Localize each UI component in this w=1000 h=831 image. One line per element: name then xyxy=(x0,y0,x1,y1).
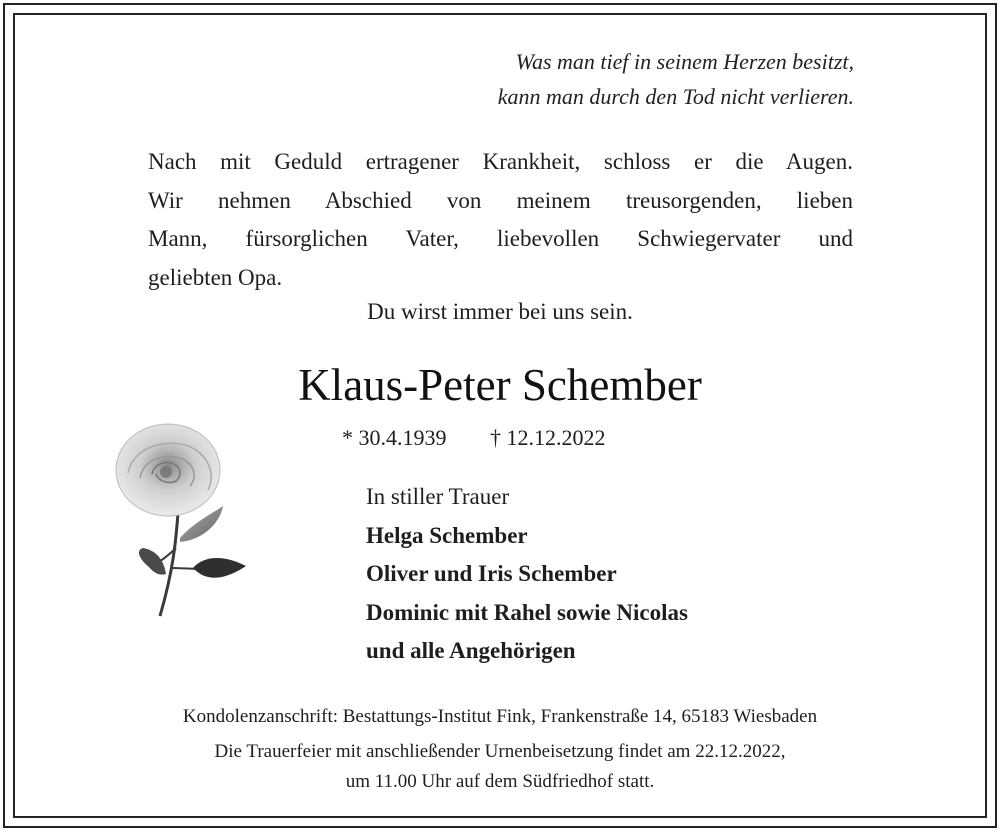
motto-line-2: kann man durch den Tod nicht verlieren. xyxy=(497,84,854,109)
mourners-list xyxy=(366,478,688,671)
obituary-line-1: Nach mit Geduld ertragener Krankheit, schloss er die Augen. xyxy=(148,149,853,174)
life-dates xyxy=(342,423,606,453)
funeral-service-info xyxy=(0,737,1000,797)
mourner-name: Oliver und Iris Schember xyxy=(366,561,617,586)
deceased-name: Klaus-Peter Schember xyxy=(298,360,702,410)
death-date: † 12.12.2022 xyxy=(490,425,606,450)
condolence-address: Kondolenzanschrift: Bestattungs-Institut Fink, Frankenstraße 14, 65183 Wiesbaden xyxy=(182,706,818,727)
obituary-line-2: Wir nehmen Abschied von meinem treusorgenden, lieben xyxy=(148,187,853,213)
service-line-1: Die Trauerfeier mit anschließender Urnenbeisetzung findet am 22.12.2022, xyxy=(214,741,786,762)
obituary-text xyxy=(148,143,853,297)
mourner-name: und alle Angehörigen xyxy=(366,638,576,663)
closing-line: Du wirst immer bei uns sein. xyxy=(367,299,633,324)
mourner-name: Dominic mit Rahel sowie Nicolas xyxy=(366,599,688,625)
mourners-intro: In stiller Trauer xyxy=(366,484,510,509)
birth-date: * 30.4.1939 xyxy=(342,425,447,450)
motto-quote xyxy=(498,44,854,114)
mourner-name: Helga Schember xyxy=(366,522,528,548)
obituary-line-3: Mann, fürsorglichen Vater, liebevollen Schwiegervater und xyxy=(148,226,853,251)
rose-illustration xyxy=(108,418,253,623)
motto-line-1: Was man tief in seinem Herzen besitzt, xyxy=(515,49,854,74)
obituary-line-4: geliebten Opa. xyxy=(148,264,283,290)
inner-border xyxy=(13,13,987,818)
service-line-2: um 11.00 Uhr auf dem Südfriedhof statt. xyxy=(345,771,655,792)
